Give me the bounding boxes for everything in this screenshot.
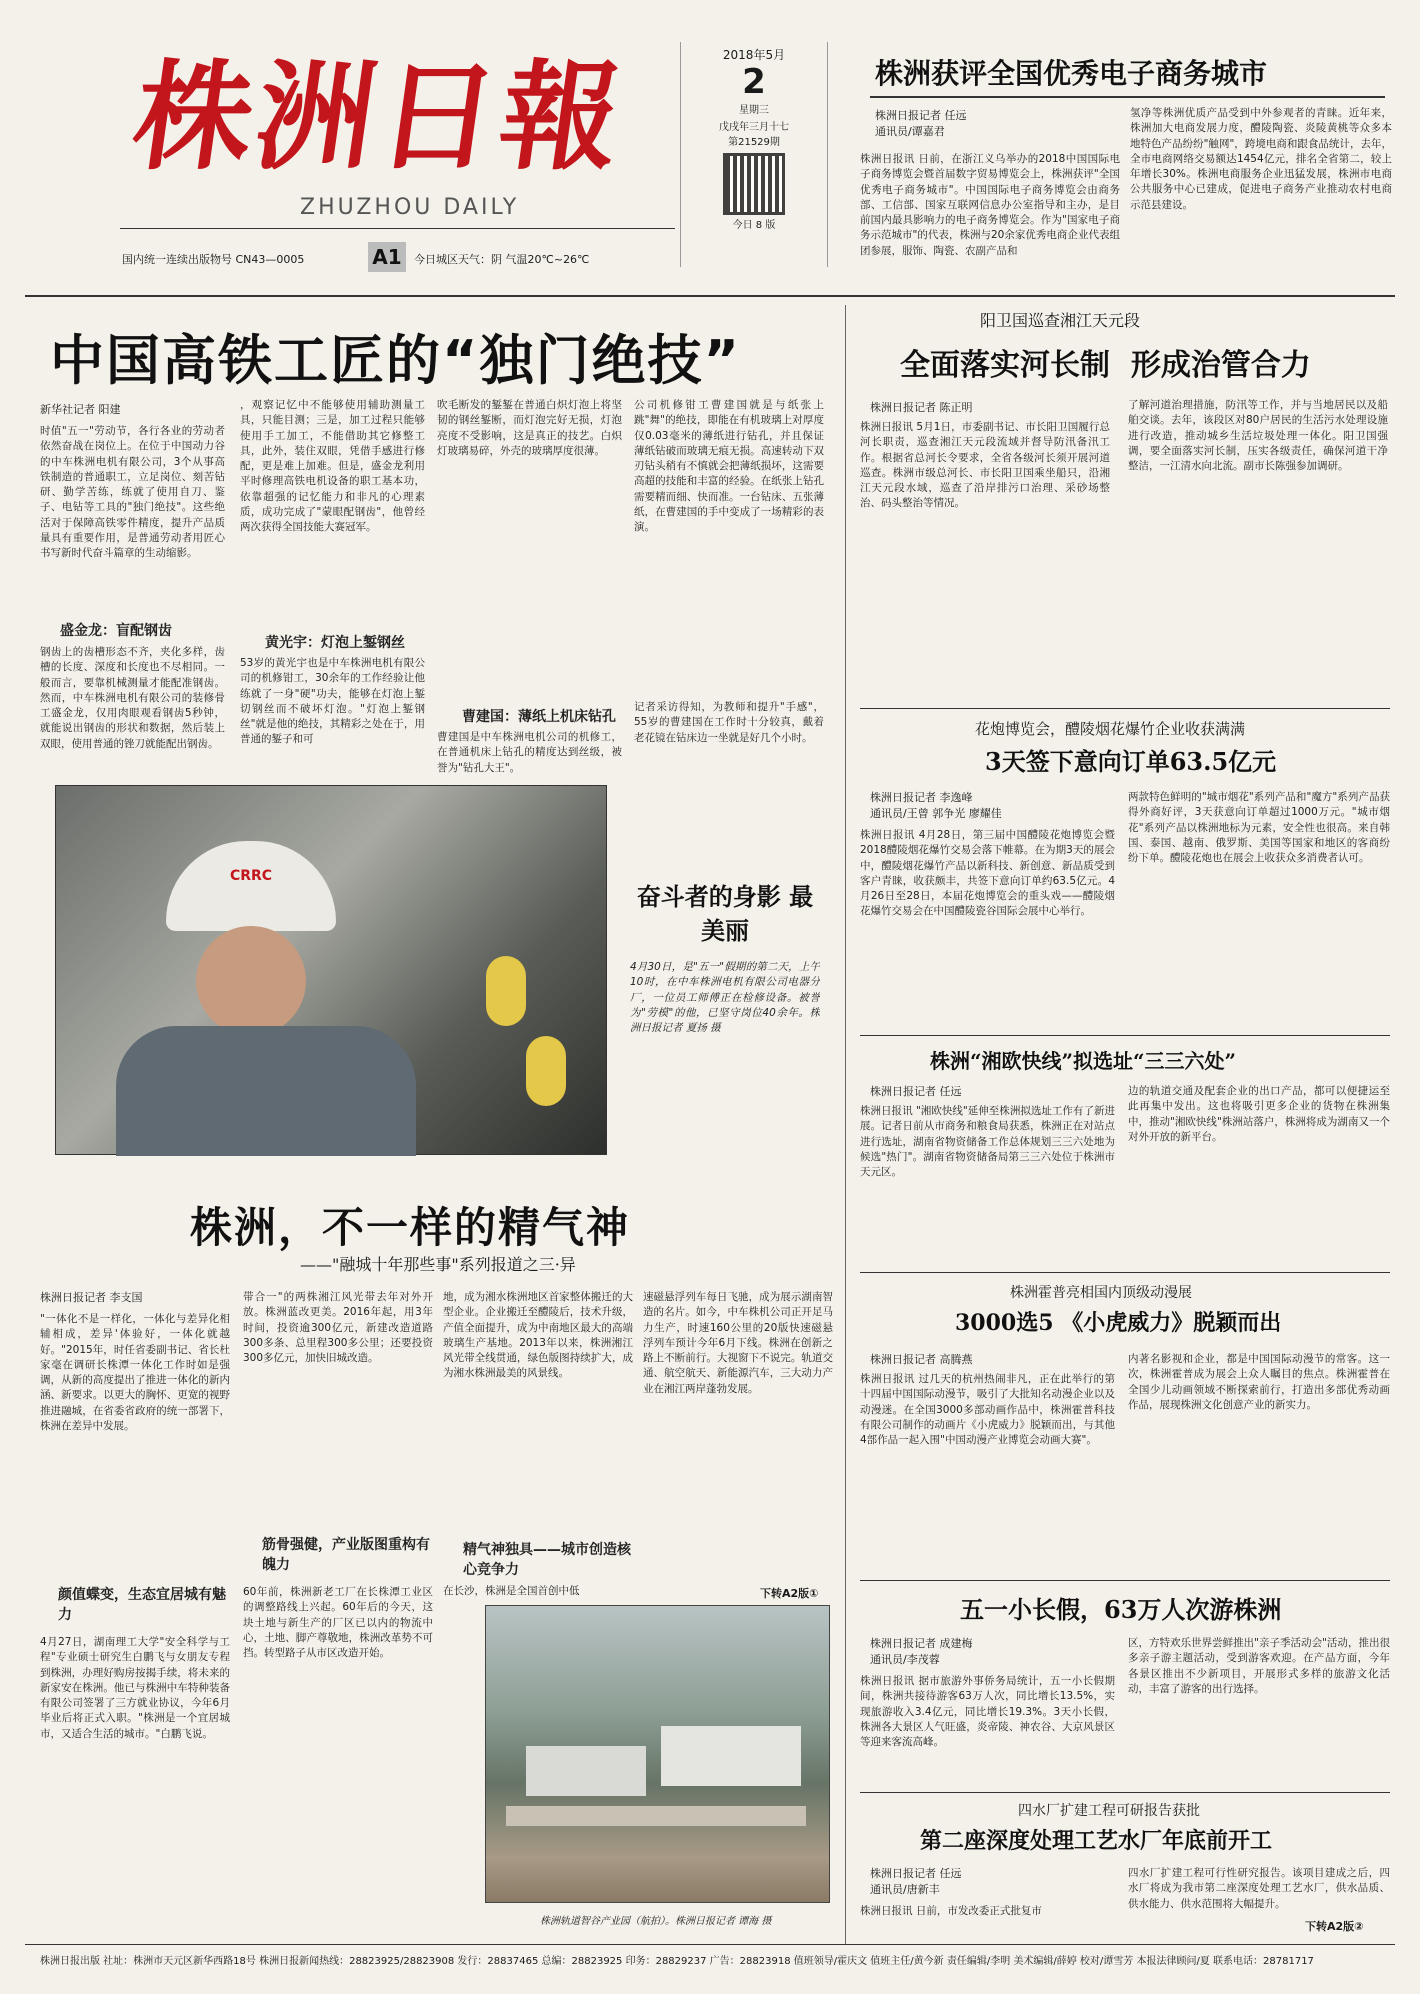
gaotie-sub1: 盛金龙：盲配钢齿: [60, 623, 172, 639]
yanhua-col2: 两款特色鲜明的"城市烟花"系列产品和"魔方"系列产品获得外商好评，3天获意向订单超过1000万元。"城市烟花"系列产品以株洲地标为元素，安全性也很高。来自韩国、泰国、越南、俄罗斯、美国等国家和地区的客商纷纷下单。醴陵花炮也在展会上收获众多消费者认可。: [1128, 791, 1390, 865]
aerial-photo-caption: 株洲轨道智谷产业园（航拍）。株洲日报记者 谭海 摄: [540, 1916, 772, 1927]
gaotie-headline: 中国高铁工匠的“独门绝技”: [50, 329, 741, 392]
wuyi-headline: 五一小长假，63万人次游株洲: [960, 1595, 1282, 1624]
donghua-byline: 株洲日报记者 高腾燕: [870, 1353, 973, 1366]
qr-code-icon: [726, 156, 782, 212]
gaotie-byline: 新华社记者 阳建: [40, 403, 121, 416]
gaotie-col1: 时值"五一"劳动节，各行各业的劳动者依然奋战在岗位上。在位于中国动力谷的中车株洲电机有限公司，3个从事高铁制造的普通职工，立足岗位、刻苦钻研、勤学苦练，练就了使用自刀、鉴子、电钻等工具的"独门绝技"。这些绝活对于保障高铁零件精度，提升产品质量具有重要作用，是普通劳动者用匠心书写新时代奋斗篇章的生动缩影。: [40, 425, 225, 560]
worker-face: [196, 926, 306, 1036]
page-number: A1: [372, 245, 402, 269]
shuichang-headline: 第二座深度处理工艺水厂年底前开工: [920, 1828, 1273, 1854]
jingqishen-col4: 速磁悬浮列车每日飞驰，成为展示湖南智造的名片。如今，中车株机公司正开足马力生产，时速160公里的20版快速磁悬浮列车预计今年6月下线。株洲在创新之路上不断前行。大视窗下不说完。轨道交通、航空航天、新能源汽车，三大动力产业在湘江两岸蓬勃发展。: [643, 1291, 833, 1395]
date-pages: 今日 8 版: [732, 220, 776, 231]
gaotie-col4: 公司机修钳工曹建国就是与纸张上跳"舞"的绝技，即能在有机玻璃上对厚度仅0.03毫米的薄纸进行钻孔，并且保证薄纸钻破而玻璃无痕无损。高速转动下双刃钻头稍有不慎就会把薄纸损坏，这需要高超的技能和丰富的经验。在纸张上钻孔需要精而细、快而准。一台钻床、五张薄纸，在曹建国的手中变成了一场精彩的表演。: [634, 399, 824, 534]
shuichang-jump: 下转A2版②: [1305, 1920, 1364, 1933]
jingqishen-col3: 地，成为湘水株洲地区首家整体搬迁的大型企业。企业搬迁至醴陵后，技术升级，产值全面提升，成为中南地区最大的高端玻璃生产基地。2013年以来，株洲湘江风光带全线贯通，绿色版图持续扩大，成为湘水株洲最美的风景线。: [443, 1291, 633, 1380]
hezhang-byline: 株洲日报记者 陈正明: [870, 401, 973, 414]
date-year-month: 2018年5月: [722, 48, 786, 62]
xiangou-col2: 边的轨道交通及配套企业的出口产品，都可以便捷运至此再集中发出。这也将吸引更多企业的货物在株洲集中，推动"湘欧快线"株洲站落户，株洲将成为湖南又一个对外开放的新平台。: [1128, 1085, 1390, 1143]
donghua-col1: 株洲日报讯 过几天的杭州热闹非凡，正在此举行的第十四届中国国际动漫节，吸引了大批知名动漫企业以及动漫迷。在全国3000多部动画作品中，株洲霍普科技有限公司制作的动画片《小虎威力》脱颖而出，与其他4部作品一起入围"中国动漫产业博览会动画大赛"。: [860, 1373, 1115, 1447]
jingqishen-col1b: 4月27日，湖南理工大学"安全科学与工程"专业硕士研究生白鹏飞与女朋友专程到株洲，办理好购房按揭手续，将未来的新家安在株洲。他已与株洲中车特种装备有限公司签署了三方就业协议，今年6月毕业后将正式入职。"株洲是一个宜居城市，又适合生活的城市。"白鹏飞说。: [40, 1636, 230, 1740]
jingqishen-headline: 株洲，不一样的精气神: [190, 1203, 631, 1252]
worker-photo: [55, 785, 607, 1155]
masthead-title: 株洲日報: [125, 47, 633, 186]
gaotie-col3: 吹毛断发的錾錾在普通白炽灯泡上将坚韧的钢丝錾断，而灯泡完好无损，灯泡亮度不受影响，这是真正的技艺。白炽灯玻璃易碎，外壳的玻璃厚度很薄。: [437, 399, 622, 457]
xiangou-col1: 株洲日报讯 "湘欧快线"延伸至株洲拟选址工作有了新进展。记者日前从市商务和粮食局获悉，株洲正在对站点进行选址，湖南省物资储备工作总体规划三三六处地为候选"热门"。湖南省物资储备局第三三六处位于株洲市天元区。: [860, 1105, 1115, 1179]
date-block: [680, 42, 828, 267]
yellow-parts-2: [526, 1036, 566, 1106]
gaotie-col4b: 记者采访得知，为教师和提升"手感"，55岁的曹建国在工作时十分较真，戴着老花镜在钻床边一坐就是好几个小时。: [634, 701, 824, 744]
gaotie-col1b: 钢齿上的齿槽形态不齐，夹化多样，齿槽的长度、深度和长度也不尽相同。一般而言，要靠机械测量才能配准钢齿。然而，中车株洲电机有限公司的装修骨工盛金龙，仅用肉眼观看钢齿5秒钟，就能说出钢齿的形状和数据，然后装上双眼，使用普通的锉刀就能配出钢齿。: [40, 646, 225, 750]
masthead: [30, 30, 670, 305]
xiangou-byline: 株洲日报记者 任远: [870, 1085, 962, 1098]
jingqishen-col1: "一体化不是一样化，一体化与差异化相辅相成，差异'体验好，一体化就越好。"2015年，时任省委副书记、省长杜家毫在调研长株潭一体化工作时如是强调，从新的高度提出了推进一体化的新内涵、新要求。以更大的胸怀、更宽的视野推进融城，在省委省政府的统一部署下，株洲在差异中发展。: [40, 1313, 230, 1433]
jingqishen-col2: 带合一"的两株湘江风光带去年对外开放。株洲蓝改更美。2016年起，用3年时间，投资逾300亿元，新建改造道路300多条、总里程300多公里；还要投资300多亿元，加快旧城改造。: [243, 1291, 433, 1365]
gaotie-col3b: 曹建国是中车株洲电机公司的机修工，在普通机床上钻孔的精度达到丝级，被誉为"钻孔大王"。: [437, 731, 622, 774]
gaotie-sub2: 黄光宇：灯泡上錾钢丝: [265, 635, 405, 651]
photo1-caption-title: 奋斗者的身影 最美丽: [636, 882, 814, 945]
hezhang-headline: 全面落实河长制 形成治管合力: [900, 348, 1311, 383]
jingqishen-sub2: 筋骨强健，产业版图重构有魄力: [262, 1537, 430, 1573]
donghua-col2: 内著名影视和企业，都是中国国际动漫节的常客。这一次，株洲霍普成为展会上众人瞩目的焦点。株洲霍普在全国少儿动画领域不断探索前行，打造出多部优秀动画作品，展现株洲文化创意产业的新实力。: [1128, 1353, 1390, 1411]
photo1-caption: 4月30日，是"五一"假期的第二天，上午10时，在中车株洲电机有限公司电器分厂，一位员工师傅正在检修设备。被誉为"劳模"的他，已坚守岗位40余年。株洲日报记者 夏扬 摄: [630, 961, 820, 1035]
masthead-subtitle: ZHUZHOU DAILY: [300, 195, 520, 220]
shuichang-byline-2: 通讯员/唐新丰: [870, 1883, 940, 1896]
page-number-badge: [368, 242, 406, 272]
top-story-col1: 株洲日报讯 日前，在浙江义乌举办的2018中国国际电子商务博览会暨首届数字贸易博览会上，株洲获评"全国优秀电子商务城市"。中国国际电子商务博览会由商务部、工信部、国家互联网信息办公室指导和主办，是目前国内最具影响力的电子商务博览会。作为"国家电子商务示范城市"的代表，株洲与20余家优秀电商企业代表组团参展，服饰、陶瓷、农副产品和: [860, 153, 1120, 257]
crrc-logo: CRRC: [229, 868, 273, 884]
jingqishen-subhead: ——"融城十年那些事"系列报道之三·异: [300, 1255, 576, 1274]
yanhua-byline-2: 通讯员/王曾 郭争光 廖耀佳: [870, 807, 1002, 820]
gaotie-sub3: 曹建国：薄纸上机床钻孔: [462, 709, 616, 725]
cn-code: 国内统一连续出版物号 CN43—0005: [122, 253, 305, 266]
gaotie-col2: ，观察记忆中不能够使用辅助测量工具，只能目测；三是，加工过程只能够使用手工加工，不能借助其它修整工具，此外，装住双眼，凭借手感进行修配，更是难上加难。但是，盛金龙利用平时修理高铁电机设备的职工基本功，依靠超强的记忆能力和非凡的心理素质，成功完成了"蒙眼配钢齿"，他曾经两次获得全国技能大赛冠军。: [240, 399, 425, 534]
yanhua-byline-1: 株洲日报记者 李逸峰: [870, 791, 973, 804]
hezhang-kicker: 阳卫国巡查湘江天元段: [980, 311, 1141, 330]
gaotie-col2b: 53岁的黄光宇也是中车株洲电机有限公司的机修钳工，30余年的工作经验让他练就了一身"硬"功夫，能够在灯泡上錾切钢丝而不破坏灯泡。"灯泡上錾钢丝"就是他的绝技，其精彩之处在于，用普通的錾子和可: [240, 657, 425, 746]
shuichang-col1: 株洲日报讯 日前，市发改委正式批复市: [860, 1905, 1042, 1917]
hezhang-col2: 了解河道治理措施，防汛等工作，并与当地居民以及船舶交谈。去年，该段区对80户居民的生活污水处理设施进行改造，推动城乡生活垃圾处理一体化。阳卫国强调，要全面落实河长制，压实各级责任，确保河道干净整洁，一江清水向北流。副市长陈强参加调研。: [1128, 399, 1388, 473]
top-story-col2: 氢净等株洲优质产品受到中外参观者的青睐。近年来，株洲加大电商发展力度，醴陵陶瓷、炎陵黄桃等众多本地特色产品纷纷"触网"，跨境电商和跟食品统计，去年，全市电商网络交易额达1454亿元，排名全省第二，较上年增长30%。株洲电商服务企业迅猛发展，株洲市电商公共服务中心已建成，促进电子商务产业推动农村电商示范县建设。: [1130, 107, 1392, 211]
jingqishen-col3b: 在长沙，株洲是全国首创中低: [443, 1585, 580, 1597]
date-weekday: 星期三: [739, 105, 769, 116]
jingqishen-col2b: 60年前，株洲新老工厂在长株潭工业区的调整路线上兴起。60年后的今天，这块土地与新生产的厂区已以内的物流中心，土地、脚产尊敬地，株洲改革势不可挡。转型路子从市区改造开始。: [243, 1586, 433, 1660]
hezhang-col1: 株洲日报讯 5月1日，市委副书记、市长阳卫国履行总河长职责，巡查湘江天元段流域并督导防汛备汛工作。根据省总河长令要求，全省各级河长须开展河道巡查。株洲市级总河长、市长阳卫国乘坐船只，沿湘江天元段水域，巡查了沿岸排污口治理、采砂场整治、码头整治等情况。: [860, 421, 1110, 510]
shuichang-byline-1: 株洲日报记者 任远: [870, 1867, 962, 1880]
shuichang-kicker: 四水厂扩建工程可研报告获批: [1018, 1803, 1200, 1819]
yanhua-col1: 株洲日报讯 4月28日，第三届中国醴陵花炮博览会暨2018醴陵烟花爆竹交易会落下帷幕。在为期3天的展会中，醴陵烟花爆竹产品以新科技、新创意、新品质受到客户青睐，收获颇丰，共签下意向订单约63.5亿元。4月26日至28日，本届花炮博览会的重头戏——醴陵烟花爆竹交易会在中国醴陵瓷谷国际会展中心举行。: [860, 829, 1115, 918]
yellow-parts: [486, 956, 526, 1026]
date-day: 2: [742, 62, 766, 102]
footer-info: 株洲日报出版 社址：株洲市天元区新华西路18号 株洲日报新闻热线：28823925/28823908 发行：28837465 总编：28823925 印务：28829237 广告：28823918 值班领导/霍庆文 值班主任/黄今新 责任编辑/李明 美术编辑/薛婷 校对/谭雪芳 本报法律顾问/夏 联系电话：28781717: [40, 1956, 1314, 1967]
jingqishen-jump: 下转A2版①: [760, 1587, 819, 1600]
jingqishen-sub1: 颜值蝶变，生态宜居城有魅力: [58, 1587, 226, 1623]
shuichang-col2: 四水厂扩建工程可行性研究报告。该项目建成之后，四水厂将成为我市第二座深度处理工艺水厂，供水品质、供水能力、供水范围将大幅提升。: [1128, 1867, 1390, 1910]
top-story-headline: 株洲获评全国优秀电子商务城市: [875, 57, 1268, 90]
aerial-photo: [485, 1605, 830, 1903]
donghua-headline: 3000选5 《小虎威力》脱颖而出: [955, 1310, 1282, 1336]
date-issue: 第21529期: [728, 137, 780, 148]
wuyi-byline-2: 通讯员/李茂蓉: [870, 1653, 940, 1666]
wuyi-byline-1: 株洲日报记者 成建梅: [870, 1637, 973, 1650]
jingqishen-sub3: 精气神独具——城市创造核心竞争力: [463, 1542, 631, 1578]
xiangou-headline: 株洲“湘欧快线”拟选址“三三六处”: [930, 1049, 1237, 1073]
yanhua-kicker: 花炮博览会，醴陵烟花爆竹企业收获满满: [975, 720, 1246, 738]
top-story-byline-1: 株洲日报记者 任远: [875, 109, 967, 122]
yanhua-headline: 3天签下意向订单63.5亿元: [985, 747, 1277, 776]
date-lunar: 戊戌年三月十七: [719, 122, 789, 133]
wuyi-col2: 区，方特欢乐世界尝鲜推出"亲子季活动会"活动，推出很多亲子游主题活动，受到游客欢迎。在产品方面，今年各景区推出不少新项目，开展形式多样的旅游文化活动，丰富了游客的出行选择。: [1128, 1637, 1390, 1695]
jingqishen-byline: 株洲日报记者 李支国: [40, 1291, 143, 1304]
worker-uniform: [116, 1026, 416, 1156]
weather: 今日城区天气：阴 气温20℃~26℃: [414, 253, 590, 266]
top-story-byline-2: 通讯员/谭嘉君: [875, 125, 945, 138]
donghua-kicker: 株洲霍普亮相国内顶级动漫展: [1010, 1285, 1192, 1301]
wuyi-col1: 株洲日报讯 据市旅游外事侨务局统计，五一小长假期间，株洲共接待游客63万人次，同比增长13.5%，实现旅游收入3.4亿元，同比增长19.3%。3天小长假，株洲各大景区人气旺盛，炎帝陵、神农谷、大京风景区等迎来客流高峰。: [860, 1675, 1115, 1749]
